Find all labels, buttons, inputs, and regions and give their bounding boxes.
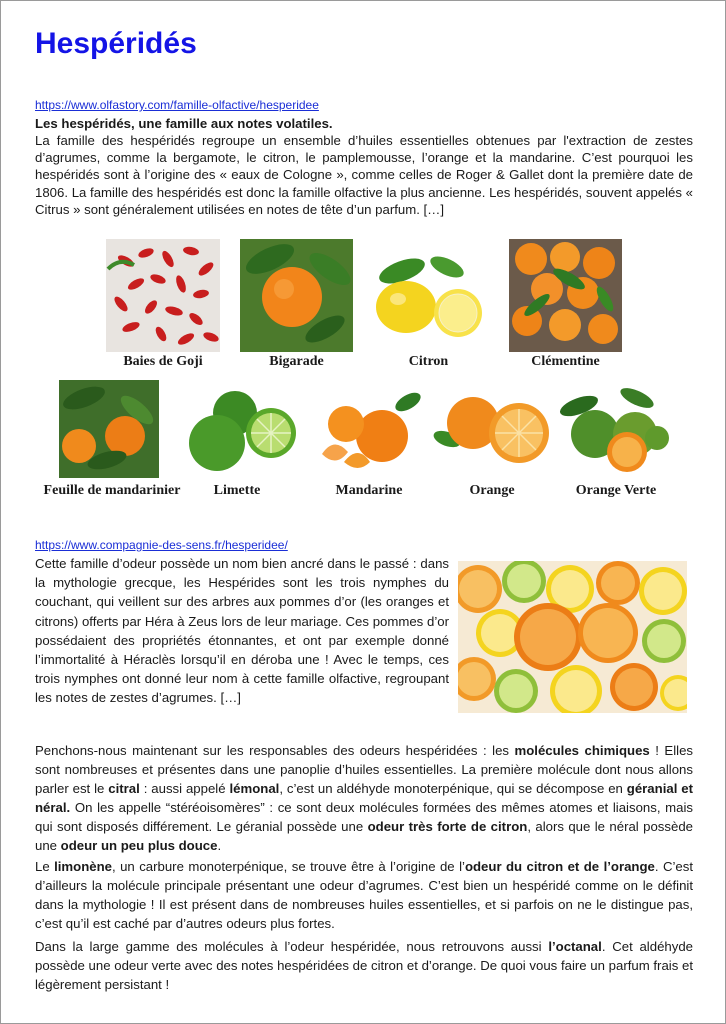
limette-image bbox=[185, 389, 299, 475]
term-odeur-douce: odeur un peu plus douce bbox=[60, 838, 218, 854]
bigarade-image bbox=[240, 239, 353, 352]
orange-verte-image bbox=[557, 386, 671, 476]
term-lemonal: lémonal bbox=[229, 781, 280, 797]
mandarine-image bbox=[314, 390, 424, 474]
citrus-slices-image bbox=[458, 561, 687, 713]
orange-image bbox=[433, 393, 553, 475]
term-geranial-neral: géranial et néral. bbox=[35, 781, 693, 816]
caption-feuille-mandarinier: Feuille de mandarinier bbox=[43, 483, 181, 498]
caption-mandarine: Mandarine bbox=[335, 483, 403, 498]
caption-clementine: Clémentine bbox=[531, 354, 600, 369]
caption-goji: Baies de Goji bbox=[123, 354, 203, 369]
compagnie-des-sens-link[interactable]: https://www.compagnie-des-sens.fr/hesperidee/ bbox=[35, 538, 288, 552]
caption-orange: Orange bbox=[469, 483, 515, 498]
caption-orange-verte: Orange Verte bbox=[575, 483, 657, 498]
mandarin-leaf-image bbox=[59, 380, 159, 478]
term-limonene: limonène bbox=[54, 859, 112, 874]
section1-paragraph: La famille des hespéridés regroupe un ensemble d’huiles essentielles obtenues par l'extraction de zestes d’agrumes, comme la bergamote, le citron, le pamplemousse, l’orange et la mandarine. C’est pourquoi les hespéridés sont à l’origine des « eaux de Cologne », comme celles de Roger & Gallet dont la première date de 1806. La famille des hespéridés est donc la famille olfactive la plus ancienne. Les hespéridés, souvent appelés « Citrus » sont généralement utilisées en notes de tête d’un parfum. […] bbox=[35, 133, 693, 217]
page-title: Hespéridés bbox=[35, 27, 197, 60]
caption-citron: Citron bbox=[408, 354, 449, 369]
term-molecules-chimiques: molécules chimiques bbox=[514, 743, 650, 758]
clementine-image bbox=[509, 239, 622, 352]
olfastory-link[interactable]: https://www.olfastory.com/famille-olfactive/hesperidee bbox=[35, 98, 319, 112]
octanal-paragraph: Dans la large gamme des molécules à l’odeur hespéridée, nous retrouvons aussi l’octanal. Cet aldéhyde possède une odeur verte avec des notes hespéridées de citron et d’orange. De quoi vous faire un parfum frais et légèrement persistant ! bbox=[35, 939, 693, 993]
term-odeur-forte: odeur très forte de citron bbox=[367, 819, 528, 835]
section1-heading: Les hespéridés, une famille aux notes volatiles. bbox=[35, 116, 333, 131]
term-citral: citral bbox=[108, 781, 140, 797]
molecules-paragraph: Penchons-nous maintenant sur les responsables des odeurs hespéridées : les molécules chimiques ! Elles sont nombreuses et présentes dans une panoplie d’huiles essentielles. La première molécule dont nous allons parler est le citral : aussi appelé lémonal, c’est un aldéhyde monoterpénique, qui se décompose en géranial et néral. On les appelle “stéréoisomères” : ce sont deux molécules formées des mêmes atomes et liaisons, mais qui sont disposés différement. Le géranial possède une odeur très forte de citron, alors que le néral possède une odeur un peu plus douce. bbox=[35, 743, 694, 854]
caption-bigarade: Bigarade bbox=[269, 354, 324, 369]
limonene-paragraph: Le limonène, un carbure monoterpénique, se trouve être à l’origine de l’odeur du citron et de l’orange. C’est d’ailleurs la molécule principale présentant une odeur d’agrumes. C’est bien un hespéridé comme on le définit dans la mythologie ! Il est présent dans de nombreuses huiles essentielles, et si parfois on ne le distingue pas, c’est qu’il est caché par d’autres odeurs plus fortes. bbox=[35, 859, 694, 932]
term-odeur-citron-orange: odeur du citron et de l’orange bbox=[464, 859, 655, 874]
citron-image bbox=[372, 249, 485, 344]
goji-image bbox=[106, 239, 220, 352]
mythology-paragraph: Cette famille d’odeur possède un nom bien ancré dans le passé : dans la mythologie grecque, les Hespérides sont les trois nymphes du couchant, qui veillent sur des arbres aux pommes d’or (les oranges et citrons) offerts par Héra à Zeus lors de leur mariage. Ces pommes d’or possédaient des propriétés étonnantes, et ont par exemple donné l’immortalité à Héraclès lorsqu’il en déroba une ! Avec le temps, ces trois nymphes ont donné leur nom à cette famille olfactive, regroupant les notes de zestes d’agrumes. […] bbox=[35, 556, 449, 706]
caption-limette: Limette bbox=[213, 483, 261, 498]
term-octanal: l’octanal bbox=[548, 939, 602, 954]
